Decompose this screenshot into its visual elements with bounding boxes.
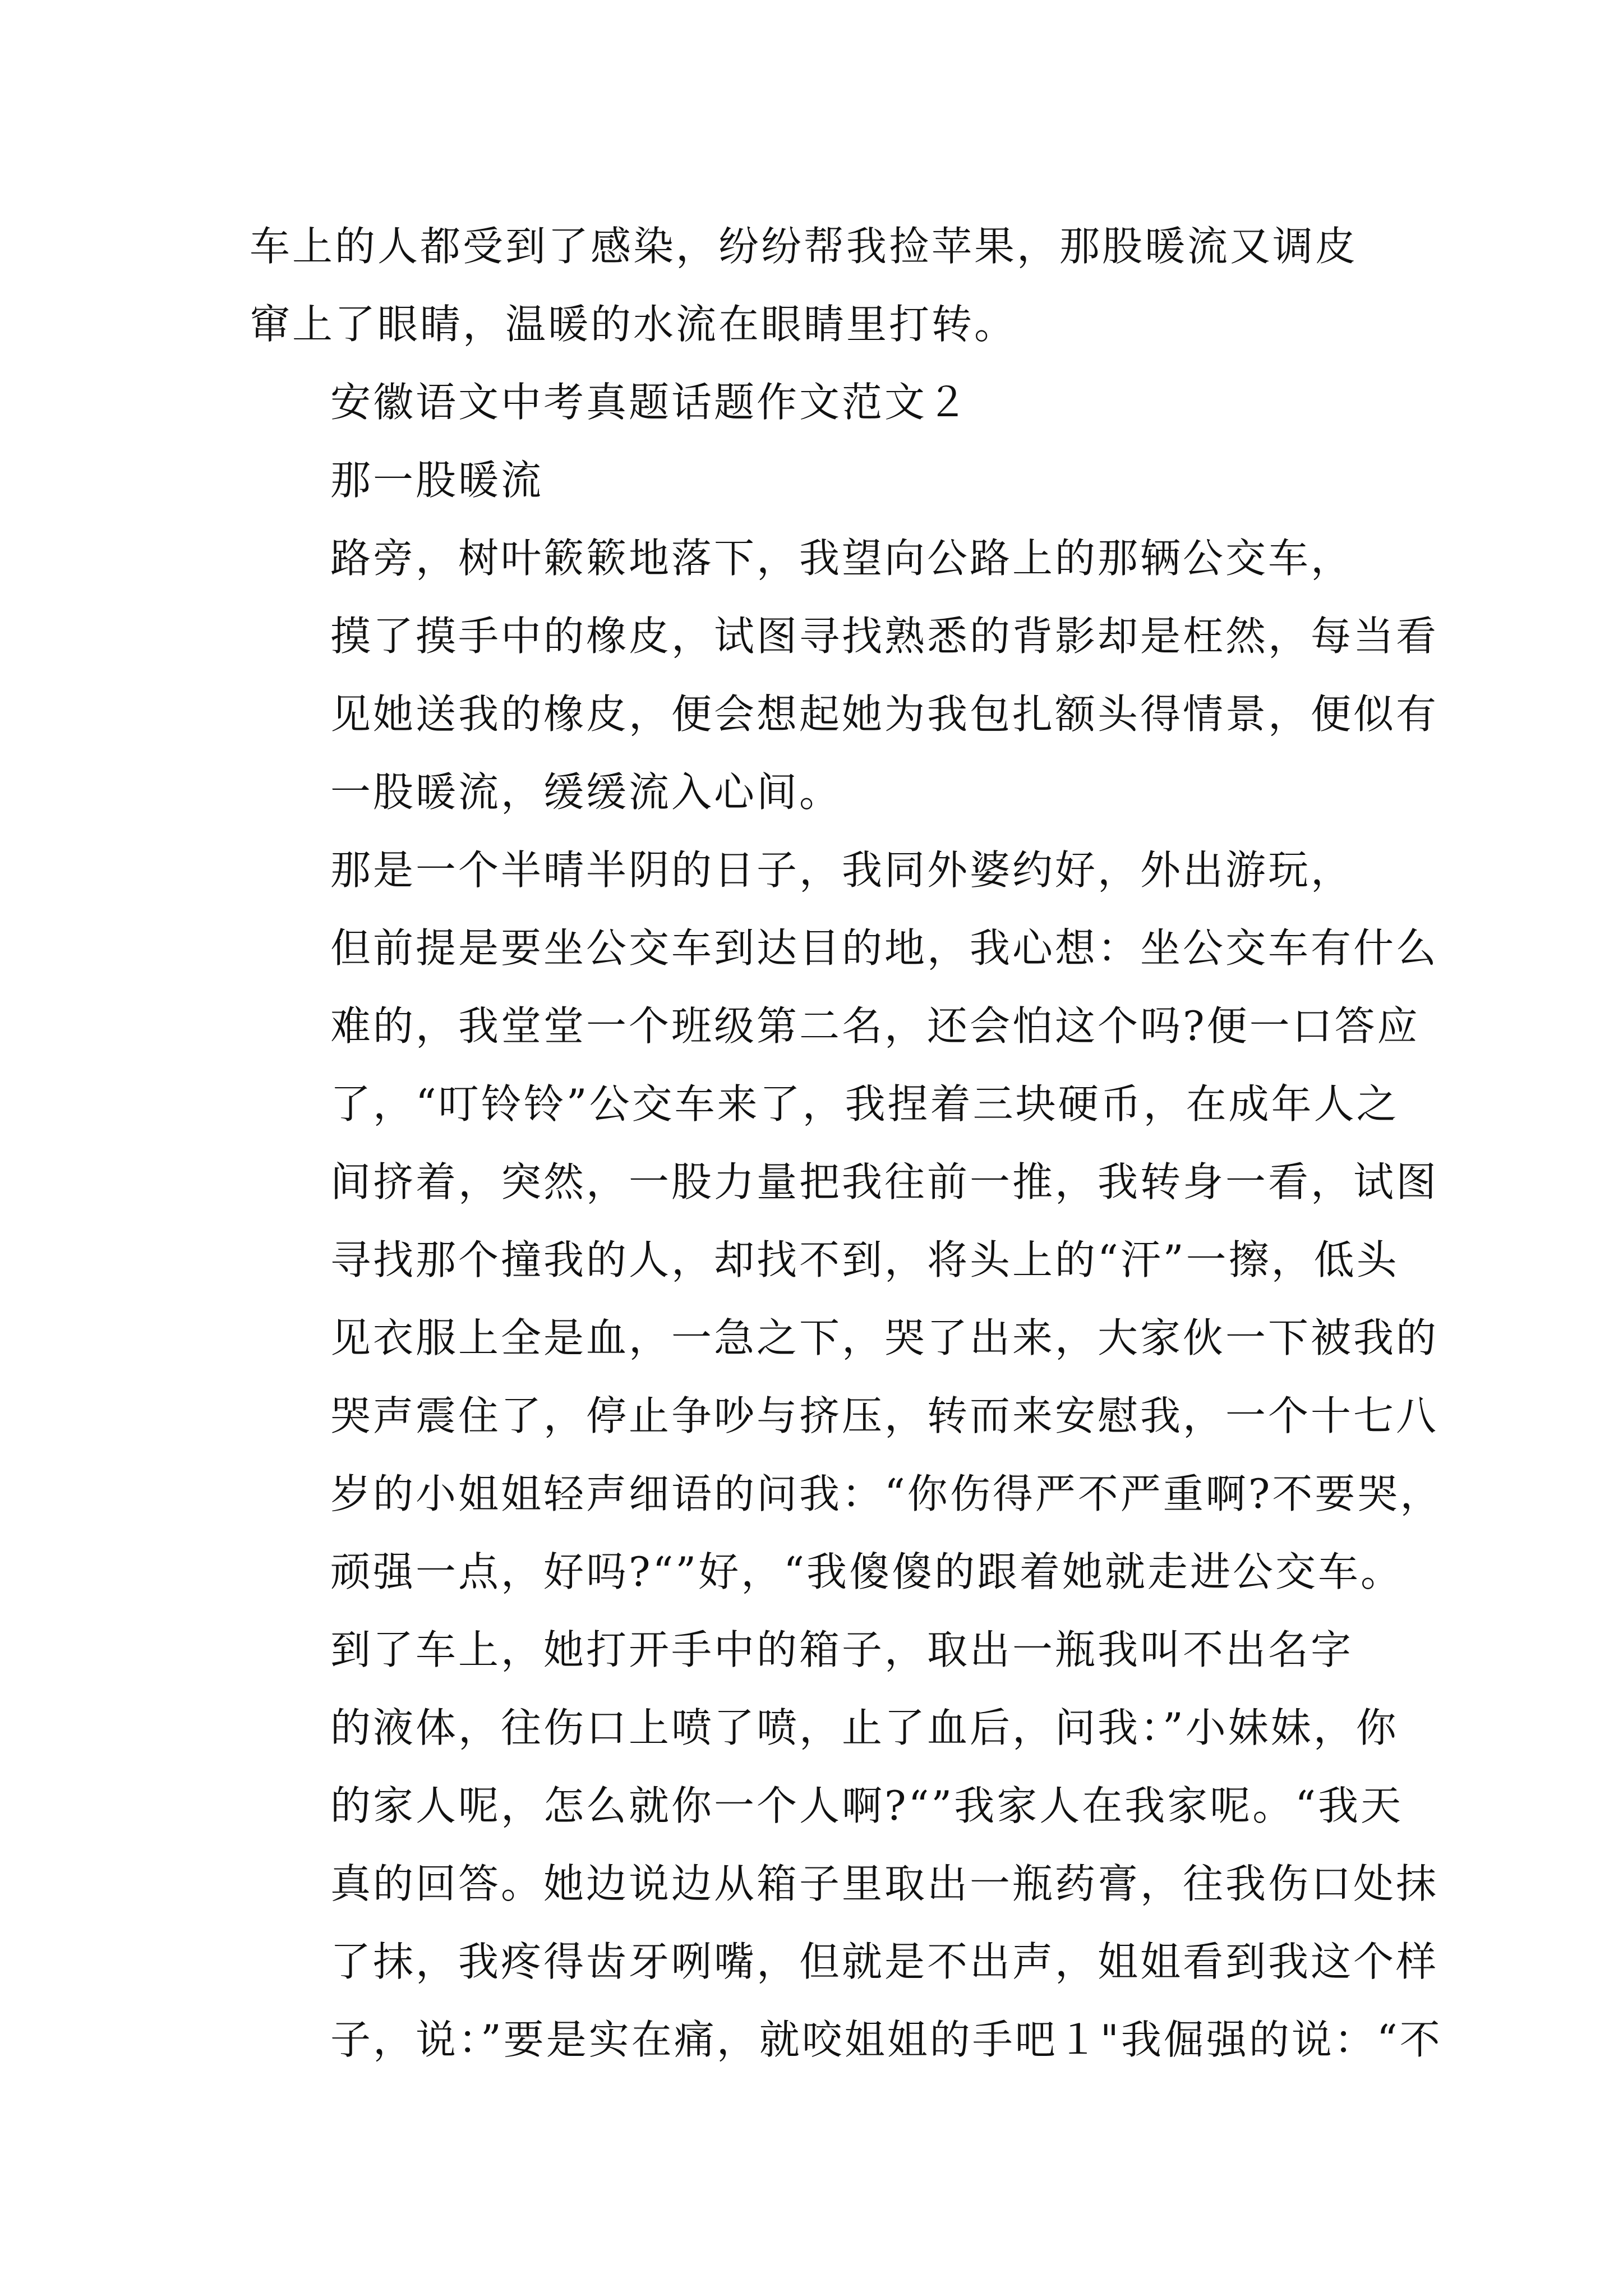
title-text: 那一股暖流	[330, 457, 544, 504]
paragraph-on-bus	[250, 1611, 1442, 2079]
text-line: 到了车上，她打开手中的箱子，取出一瓶我叫不出名字	[330, 1626, 1354, 1673]
text-line: 真的回答。她边说边从箱子里取出一瓶药膏，往我伤口处抹	[330, 1860, 1439, 1907]
text-line: 寻找那个撞我的人，却找不到，将头上的“汗”一擦，低头	[330, 1236, 1399, 1283]
text-line: 的液体，往伤口上喷了喷，止了血后，问我：”小妹妹，你	[330, 1704, 1399, 1751]
paragraph-opening	[250, 519, 1439, 831]
essay-heading	[250, 364, 1377, 441]
text-line: 难的，我堂堂一个班级第二名，还会怕这个吗?便一口答应	[330, 1002, 1420, 1050]
text-line: 窜上了眼睛，温暖的水流在眼睛里打转。	[250, 301, 1017, 348]
text-line: 顽强一点，好吗?“”好，“我傻傻的跟着她就走进公交车。	[330, 1548, 1404, 1595]
heading-text: 安徽语文中考真题话题作文范文２	[330, 379, 970, 426]
paragraph-continuation	[250, 208, 1377, 364]
text-line: 岁的小姐姐轻声细语的问我：“你伤得严不严重啊?不要哭，	[330, 1470, 1443, 1517]
essay-body	[250, 208, 1443, 2079]
text-line: 子，说：”要是实在痛，就咬姐姐的手吧１"我倔强的说：“不	[330, 2016, 1442, 2063]
text-line: 一股暖流，缓缓流入心间。	[330, 769, 842, 816]
text-line: 见衣服上全是血，一急之下，哭了出来，大家伙一下被我的	[330, 1314, 1439, 1361]
text-line: 摸了摸手中的橡皮，试图寻找熟悉的背影却是枉然，每当看	[330, 613, 1439, 660]
text-line: 路旁，树叶簌簌地落下，我望向公路上的那辆公交车，	[330, 535, 1354, 582]
text-line: 的家人呢，怎么就你一个人啊?“”我家人在我家呢。“我天	[330, 1782, 1404, 1829]
text-line: 了抹，我疼得齿牙咧嘴，但就是不出声，姐姐看到我这个样	[330, 1938, 1439, 1985]
text-line: 了，“叮铃铃”公交车来了，我捏着三块硬币，在成年人之	[330, 1080, 1399, 1128]
text-line: 但前提是要坐公交车到达目的地，我心想：坐公交车有什么	[330, 924, 1439, 972]
text-line: 车上的人都受到了感染，纷纷帮我捡苹果，那股暖流又调皮	[250, 223, 1358, 270]
paragraph-bus-story	[250, 831, 1443, 1611]
text-line: 见她送我的橡皮，便会想起她为我包扎额头得情景，便似有	[330, 691, 1439, 738]
essay-title	[250, 441, 1377, 519]
text-line: 间挤着，突然，一股力量把我往前一推，我转身一看，试图	[330, 1158, 1439, 1205]
text-line: 哭声震住了，停止争吵与挤压，转而来安慰我，一个十七八	[330, 1392, 1439, 1439]
text-line: 那是一个半晴半阴的日子，我同外婆约好，外出游玩，	[330, 846, 1354, 894]
